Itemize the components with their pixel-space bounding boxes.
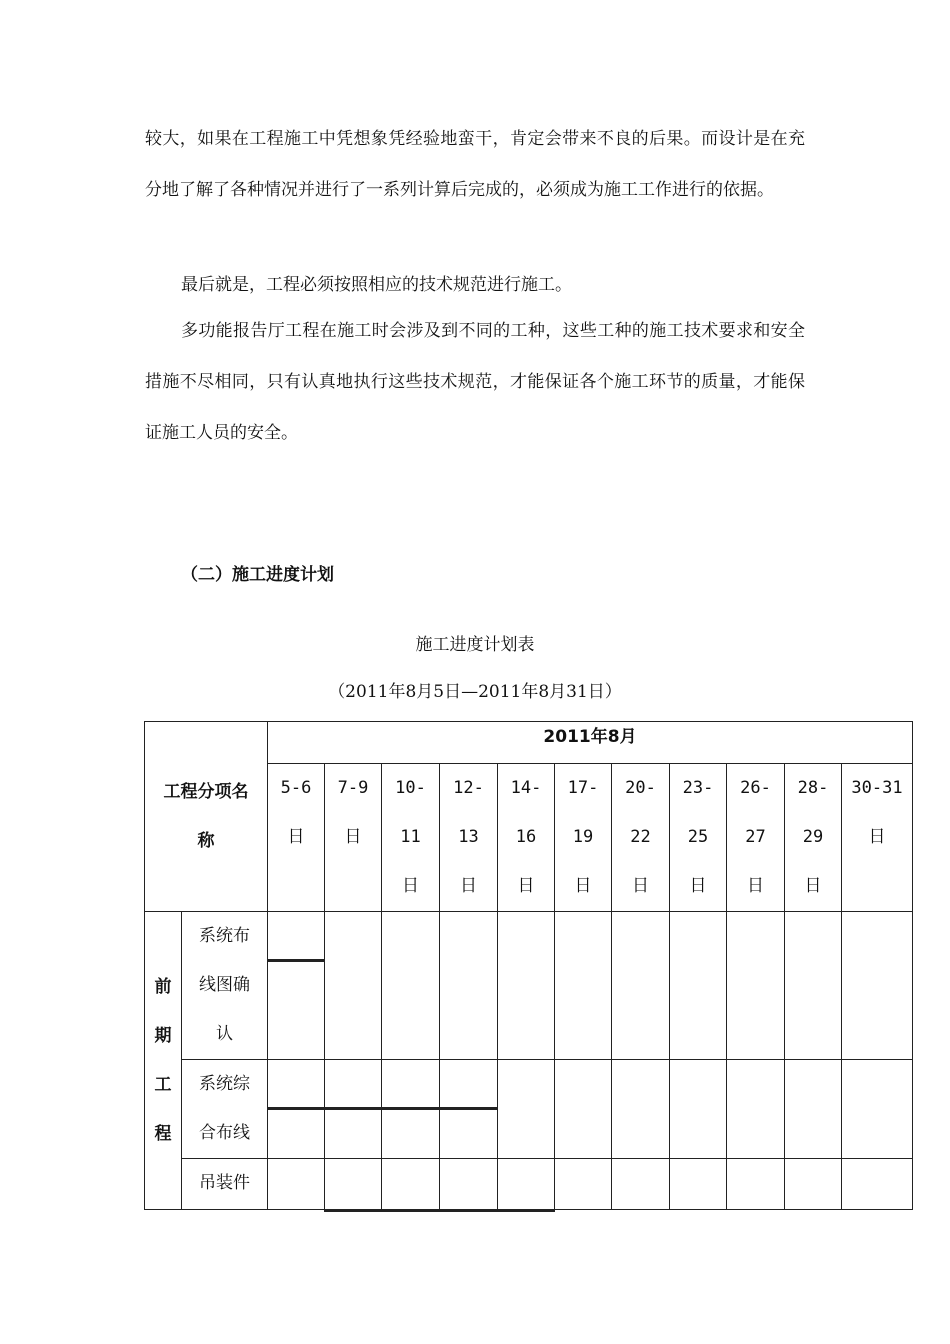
period-label-line: 13 <box>458 827 479 847</box>
schedule-cell <box>842 1159 913 1210</box>
task-name-line: 认 <box>216 1024 233 1044</box>
header-item-name <box>145 722 268 912</box>
paragraph-standards: 最后就是，工程必须按照相应的技术规范进行施工。 <box>181 275 572 295</box>
schedule-cell <box>498 1060 555 1159</box>
schedule-cell <box>670 1159 727 1210</box>
schedule-cell <box>440 1060 498 1159</box>
period-label-line: 日 <box>344 827 362 847</box>
period-header <box>842 764 913 912</box>
table-title: 施工进度计划表 <box>415 635 535 655</box>
paragraph-continuation: 较大，如果在工程施工中凭想象凭经验地蛮干，肯定会带来不良的后果。而设计是在充分地了解了各种情况并进行了一系列计算后完成的，必须成为施工工作进行的依据。 <box>145 129 805 200</box>
period-label-line: 5-6 <box>280 778 312 798</box>
paragraph-safety: 多功能报告厅工程在施工时会涉及到不同的工种，这些工种的施工技术要求和安全措施不尽相同，只有认真地执行这些技术规范，才能保证各个施工环节的质量，才能保证施工人员的安全。 <box>145 321 805 443</box>
period-label-line: 17- <box>567 778 599 798</box>
period-label-line: 10- <box>395 778 426 798</box>
period-header <box>612 764 670 912</box>
phase-label <box>145 912 182 1210</box>
period-label-line: 22 <box>630 827 651 847</box>
gantt-bar <box>381 1107 440 1110</box>
task-name <box>182 1060 268 1159</box>
period-label-line: 12- <box>453 778 484 798</box>
schedule-cell <box>612 1060 670 1159</box>
task-name-line: 线图确 <box>199 975 250 995</box>
period-label-line: 日 <box>632 876 649 896</box>
schedule-cell <box>268 912 325 1060</box>
gantt-bar <box>324 1209 382 1212</box>
schedule-cell <box>325 1060 382 1159</box>
period-label-line: 14- <box>510 778 542 798</box>
period-header <box>727 764 785 912</box>
schedule-cell <box>382 1159 440 1210</box>
header-item-name-line: 工程分项名 <box>163 781 249 802</box>
schedule-cell <box>670 912 727 1060</box>
period-label-line: 29 <box>802 827 824 847</box>
task-name-line: 合布线 <box>199 1123 250 1143</box>
period-label-line: 日 <box>574 876 592 896</box>
schedule-cell <box>612 1159 670 1210</box>
period-label-line: 日 <box>747 876 764 896</box>
task-row <box>145 1159 913 1210</box>
schedule-cell <box>325 1159 382 1210</box>
period-label-line: 日 <box>402 876 419 896</box>
schedule-cell <box>440 1159 498 1210</box>
period-header <box>440 764 498 912</box>
gantt-bar <box>267 1107 325 1110</box>
schedule-cell <box>727 912 785 1060</box>
schedule-cell <box>268 1060 325 1159</box>
period-label-line: 26- <box>740 778 771 798</box>
schedule-cell <box>498 912 555 1060</box>
task-row <box>145 912 913 1060</box>
schedule-cell <box>785 1159 842 1210</box>
gantt-bar <box>439 1107 498 1110</box>
schedule-cell <box>785 1060 842 1159</box>
schedule-cell <box>382 1060 440 1159</box>
period-label-line: 日 <box>517 876 535 896</box>
header-month: 2011年8月 <box>268 722 913 764</box>
period-label-line: 日 <box>460 876 477 896</box>
header-item-name-line: 称 <box>197 830 215 851</box>
schedule-cell <box>382 912 440 1060</box>
schedule-cell <box>555 1159 612 1210</box>
task-row <box>145 1060 913 1159</box>
schedule-cell <box>268 1159 325 1210</box>
gantt-bar <box>381 1209 440 1212</box>
task-name <box>182 912 268 1060</box>
period-label-line: 日 <box>804 876 822 896</box>
schedule-cell <box>785 912 842 1060</box>
period-label-line: 28- <box>797 778 829 798</box>
task-name-line: 吊装件 <box>199 1173 250 1193</box>
phase-char: 程 <box>154 1123 172 1144</box>
period-label-line: 7-9 <box>337 778 369 798</box>
schedule-cell <box>727 1060 785 1159</box>
period-label-line: 20- <box>625 778 656 798</box>
schedule-cell <box>727 1159 785 1210</box>
phase-char: 工 <box>154 1074 172 1095</box>
schedule-table <box>144 721 913 1210</box>
period-header <box>268 764 325 912</box>
schedule-cell <box>842 1060 913 1159</box>
period-header <box>785 764 842 912</box>
task-name-line: 系统综 <box>199 1074 250 1094</box>
period-label-line: 日 <box>868 827 886 847</box>
section-title: （二）施工进度计划 <box>181 565 334 585</box>
period-label-line: 日 <box>689 876 707 896</box>
task-name-line: 系统布 <box>199 926 250 946</box>
gantt-bar <box>439 1209 498 1212</box>
header-row <box>145 722 913 764</box>
period-label-line: 日 <box>287 827 305 847</box>
period-label-line: 25 <box>687 827 709 847</box>
period-header <box>382 764 440 912</box>
period-label-line: 23- <box>682 778 714 798</box>
period-header <box>498 764 555 912</box>
period-header <box>670 764 727 912</box>
schedule-cell <box>555 1060 612 1159</box>
schedule-cell <box>498 1159 555 1210</box>
period-label-line: 30-31 <box>851 778 903 798</box>
schedule-cell <box>842 912 913 1060</box>
phase-char: 期 <box>154 1025 172 1046</box>
gantt-bar <box>267 959 325 962</box>
period-label-line: 16 <box>515 827 537 847</box>
period-label-line: 27 <box>745 827 766 847</box>
schedule-cell <box>325 912 382 1060</box>
schedule-cell <box>612 912 670 1060</box>
period-label-line: 11 <box>400 827 421 847</box>
schedule-cell <box>555 912 612 1060</box>
gantt-bar <box>324 1107 382 1110</box>
table-subtitle: （2011年8月5日—2011年8月31日） <box>328 682 622 702</box>
gantt-bar <box>497 1209 555 1212</box>
schedule-cell <box>440 912 498 1060</box>
task-name <box>182 1159 268 1210</box>
period-label-line: 19 <box>572 827 594 847</box>
schedule-cell <box>670 1060 727 1159</box>
period-header <box>325 764 382 912</box>
phase-char: 前 <box>154 976 172 997</box>
period-header <box>555 764 612 912</box>
